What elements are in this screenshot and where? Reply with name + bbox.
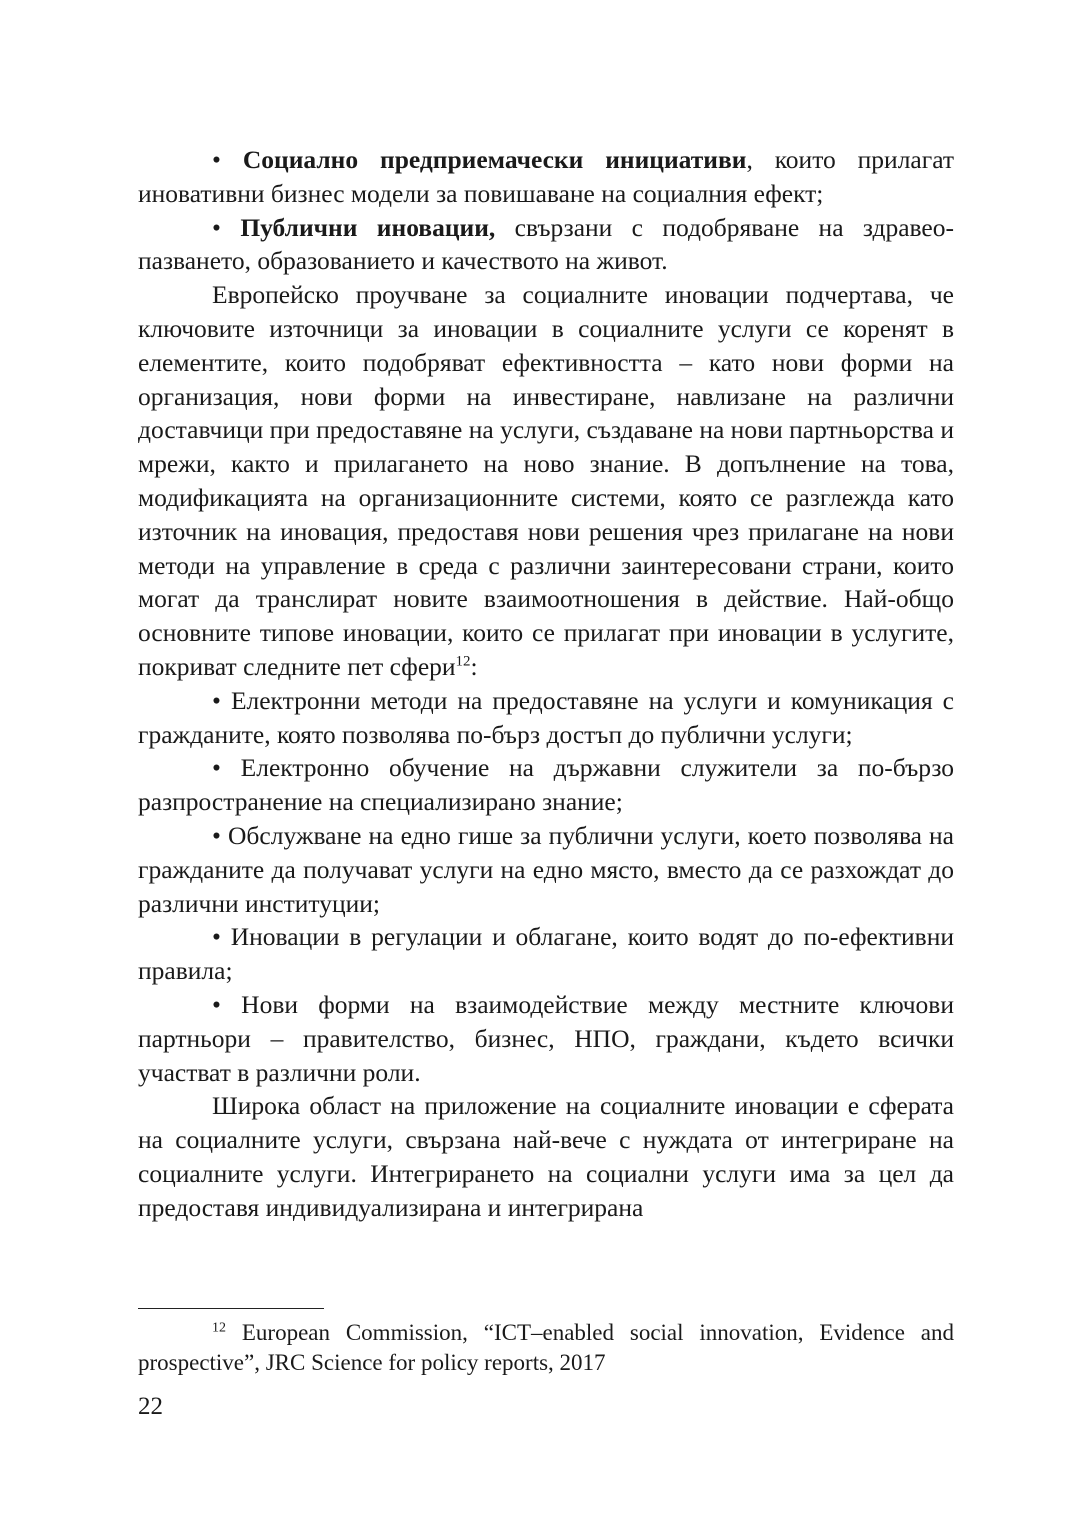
footnote [138, 1318, 954, 1378]
paragraph-text: Европейско проучване за социалните иновации подчертава, че ключовите източници за иновации в социалните услуги се коренят в елементите, които подобряват ефективността – като нови форми на организация, нови форми на инвестиране, навлизане на различни доставчици при предоставяне на услуги, създаване на нови партньорства и мрежи, както и прилагането на ново знание. В допълнение на това, модификацията на организационните системи, която се разглежда като източник на иновация, предоставя нови решения чрез прилагане на нови методи на управление в среда с различни заинтересовани страни, които могат да транслират новите взаимоотношения в действие. Най-общо основните типове иновации, които се прилагат при иновации в услугите, покриват следните пет сфери [138, 280, 954, 681]
list-item-text: Нови форми на взаимодействие между местните ключови партньори – правителство, бизнес, НПО, граждани, където всички участват в различни роли. [138, 989, 954, 1087]
footnote-number: 12 [212, 1320, 226, 1336]
page-number: 22 [138, 1393, 163, 1420]
footnote-reference[interactable]: 12 [455, 653, 471, 670]
bullet-icon: • [212, 922, 221, 952]
footnote-divider [138, 1308, 324, 1309]
list-item-text: Иновации в регулации и облагане, които водят до по-ефективни правила; [138, 922, 954, 986]
paragraph-social-services [138, 1089, 954, 1224]
list-item [138, 920, 954, 988]
bullet-icon: • [212, 989, 221, 1019]
bullet-icon: • [212, 753, 221, 783]
page-body [138, 143, 954, 1225]
list-item [138, 751, 954, 819]
list-item [138, 988, 954, 1089]
item-text: свързани с подобряване на здравеопазването, образованието и качеството на живот. [138, 212, 954, 276]
bullet-icon: • [212, 145, 221, 174]
bullet-icon: • [212, 820, 221, 850]
item-text: , които прилагат иновативни бизнес модели за повишаване на социалния ефект; [138, 145, 955, 208]
list-item [138, 684, 954, 752]
paragraph-european-study [138, 278, 954, 684]
paragraph-end: : [470, 651, 478, 681]
list-item-text: Електронни методи на предоставяне на услуги и комуникация с гражданите, която позволява по-бърз достъп до публични услуги; [138, 685, 954, 749]
bullet-icon: • [212, 685, 221, 715]
list-item-text: Обслужване на едно гише за публични услуги, което позволява на гражданите да получават услуги на едно място, вместо да се разхождат до различни институции; [138, 820, 955, 918]
bold-term: Социално предприемачески инициативи [242, 145, 747, 174]
bullet-icon: • [212, 212, 221, 242]
bullet-item-social-entrepreneurship [138, 143, 954, 211]
list-item-text: Електронно обучение на държавни служители за по-бързо разпространение на специализирано знание; [138, 753, 954, 817]
list-item [138, 819, 954, 920]
paragraph-text: Широка област на приложение на социалните иновации е сферата на социалните услуги, свързана най-вече с нуждата от интегриране на социалните услуги. Интегрирането на социални услуги има за цел да предоставя индивидуализирана и интегрирана [138, 1091, 954, 1222]
bold-term: Публични иновации, [240, 212, 496, 242]
footnote-text: European Commission, “ICT–enabled social innovation, Evidence and prospective”, JRC Science for policy reports, 2017 [138, 1320, 954, 1375]
bullet-item-public-innovations [138, 211, 954, 279]
